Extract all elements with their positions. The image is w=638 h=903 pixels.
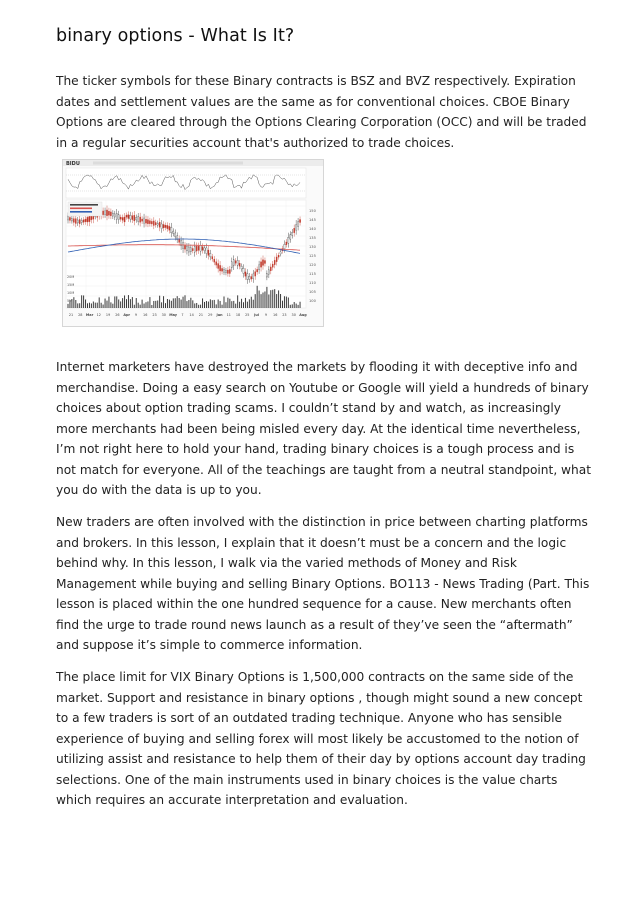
x-axis-tick-label: 30 [291,313,296,317]
price-candle-body [239,263,240,266]
price-candle-body [124,217,125,222]
right-axis-tick-label: 125 [309,254,316,258]
price-candle-body [71,219,72,221]
price-candle-body [245,272,246,276]
price-candle-body [257,269,258,272]
price-candle-body [159,222,160,227]
price-candle-body [214,259,215,262]
volume-bar [251,297,252,308]
price-candle-body [134,215,135,221]
price-candle-body [169,226,170,230]
volume-bar [276,294,277,308]
x-axis-tick-label: 21 [68,313,74,317]
volume-bar [81,295,82,308]
volume-bar [237,295,238,308]
volume-bar [171,301,172,308]
price-candle-body [253,274,254,279]
volume-bar [68,304,69,308]
paragraph-1: The ticker symbols for these Binary contracts is BSZ and BVZ respectively. Expiration dates and settlement values are the same as for conventional choices. CBOE Binary Options are cleared through the Options Clearing Corporation (OCC) and will be traded in a regular securities account that's authorized to trade choices. [56,74,587,150]
x-axis-tick-label: 30 [161,313,166,317]
volume-bar [274,289,275,308]
volume-bar [175,298,176,308]
chart-ticker-label: BIDU [66,161,80,167]
price-candle-body [255,272,256,276]
price-candle-body [167,225,168,228]
volume-bar [155,301,156,308]
right-axis-tick-label: 100 [309,299,316,303]
volume-bar [79,303,80,308]
price-candle-body [284,244,285,249]
x-axis-tick-label: Jul [254,313,260,317]
right-axis-tick-label: 135 [309,236,316,240]
volume-bar [231,301,232,308]
volume-bar [99,297,100,308]
volume-axis-tick-label: 5M [67,299,73,303]
price-candle-body [151,221,152,224]
x-axis-tick-label: Apr [123,313,131,317]
right-axis-tick-label: 140 [309,227,316,231]
volume-bar [101,303,102,308]
x-axis-tick-label: 21 [198,313,204,317]
price-candle-body [298,222,299,227]
price-candle-body [130,215,131,219]
volume-bar [200,305,201,308]
x-axis-tick-label: 16 [143,313,148,317]
price-candle-body [188,247,189,252]
volume-bar [288,297,289,308]
volume-bar [108,297,109,308]
volume-bar [192,300,193,308]
volume-bar [85,299,86,308]
price-candle-body [89,216,90,222]
price-candle-body [212,257,213,259]
volume-bar [153,301,154,308]
price-candle-body [231,262,232,268]
volume-bar [147,301,148,308]
volume-bar [229,299,230,308]
paragraph-4: The place limit for VIX Binary Options is 1,500,000 contracts on the same side of the market. Support and resistance in binary options , though might sound a new concept to a few traders is sort of an outdated trading technique. Anyone who has sensible experience of buying and selling forex will most likely be accustomed to the notion of utilizing assist and resistance to help them of their day by options account day trading selections. One of the main instruments used in binary choices is the value charts which requires an accurate interpretation and evaluation. [56,670,586,807]
price-candle-body [272,264,273,267]
right-axis-tick-label: 130 [309,245,316,249]
x-axis-tick-label: 23 [152,313,157,317]
right-axis-tick-label: 120 [309,263,316,267]
volume-bar [188,300,189,308]
volume-bar [134,305,135,308]
x-axis-tick-label: Aug [299,313,307,317]
price-candle-body [122,217,123,220]
price-candle-body [259,265,260,270]
volume-bar [278,290,279,308]
stock-chart-svg [63,160,323,326]
price-candle-body [296,224,297,230]
x-axis-tick-label: 14 [189,313,194,317]
price-candle-body [75,219,76,224]
volume-bar [132,297,133,308]
x-axis-tick-label: 16 [273,313,278,317]
volume-bar [222,305,223,308]
price-candle-body [229,269,230,273]
price-candle-body [118,215,119,220]
volume-bar [239,302,240,308]
volume-bar [163,296,164,308]
price-candle-body [136,217,137,220]
right-axis-tick-label: 110 [309,281,316,285]
volume-bar [286,297,287,308]
volume-bar [140,305,141,308]
volume-bar [126,299,127,308]
x-axis-tick-label: 29 [208,313,213,317]
price-candle-body [157,223,158,225]
volume-bar [112,304,113,308]
volume-bar [169,300,170,308]
volume-bar [216,304,217,308]
volume-bar [272,290,273,308]
price-candle-body [274,260,275,264]
price-candle-body [194,246,195,252]
price-candle-body [163,224,164,227]
volume-bar [198,305,199,308]
volume-bar [83,295,84,308]
price-candle-body [147,220,148,224]
volume-bar [206,301,207,308]
volume-bar [185,295,186,308]
volume-bar [298,305,299,308]
price-candle-body [67,216,68,220]
volume-bar [124,295,125,308]
price-candle-body [268,270,269,274]
volume-bar [224,296,225,308]
price-candle-body [165,225,166,227]
price-candle-body [104,211,105,215]
volume-bar [157,300,158,308]
volume-bar [103,305,104,308]
volume-bar [296,304,297,308]
price-candle-body [85,219,86,222]
volume-bar [249,299,250,308]
price-candle-body [182,243,183,249]
volume-bar [173,298,174,308]
x-axis-tick-label: 19 [105,313,111,317]
price-candle-body [184,246,185,250]
volume-bar [225,302,226,308]
price-candle-body [235,261,236,263]
volume-bar [142,300,143,308]
price-candle-body [223,270,224,273]
right-axis-tick-label: 115 [309,272,316,276]
volume-bar [95,303,96,308]
x-axis-tick-label: 9 [264,313,267,317]
volume-bar [87,303,88,308]
price-candle-body [288,237,289,243]
price-candle-body [153,221,154,225]
volume-bar [97,303,98,308]
price-candle-body [292,232,293,235]
price-candle-body [114,214,115,217]
price-candle-body [116,213,117,219]
volume-bar [247,302,248,308]
x-axis-tick-label: 25 [245,313,250,317]
volume-bar [214,300,215,308]
right-axis-tick-label: 145 [309,218,316,222]
price-candle-body [145,219,146,223]
volume-bar [284,296,285,308]
volume-bar [270,290,271,308]
volume-bar [159,296,160,308]
price-candle-body [286,242,287,245]
volume-bar [218,299,219,308]
price-candle-body [112,213,113,216]
right-axis-tick-label: 150 [309,209,316,213]
volume-bar [130,299,131,308]
price-candle-body [243,268,244,273]
price-candle-body [192,248,193,250]
price-candle-body [77,220,78,223]
volume-bar [294,302,295,308]
price-candle-body [138,217,139,222]
price-candle-body [69,217,70,220]
volume-bar [233,301,234,308]
price-candle-body [262,260,263,266]
price-candle-body [249,276,250,279]
volume-bar [128,295,129,308]
volume-bar [290,305,291,308]
volume-bar [186,301,187,308]
price-candle-body [79,219,80,223]
price-candle-body [87,217,88,222]
price-candle-body [208,250,209,255]
price-candle-body [276,257,277,262]
price-candle-body [73,219,74,223]
volume-bar [259,291,260,308]
volume-bar [202,298,203,308]
price-candle-body [198,246,199,250]
price-candle-body [204,248,205,251]
volume-bar [194,303,195,308]
price-candle-body [128,215,129,219]
volume-bar [282,301,283,308]
volume-bar [257,286,258,308]
price-candle-body [120,217,121,219]
x-axis-tick-label: 11 [226,313,231,317]
price-candle-body [171,227,172,233]
volume-bar [177,296,178,308]
right-axis-tick-label: 105 [309,290,316,294]
volume-bar [136,298,137,308]
price-candle-body [132,216,133,220]
price-candle-body [264,261,265,264]
x-axis-tick-label: Jun [216,313,223,317]
price-candle-body [218,264,219,269]
volume-bar [292,304,293,308]
volume-bar [264,291,265,308]
price-candle-body [126,215,127,217]
price-candle-body [149,221,150,224]
price-candle-body [106,210,107,216]
volume-bar [179,298,180,308]
price-candle-body [108,211,109,215]
volume-bar [118,299,119,308]
price-candle-body [233,260,234,266]
volume-bar [146,302,147,308]
price-candle-body [81,220,82,222]
x-axis-tick-label: 28 [78,313,83,317]
volume-bar [89,303,90,308]
volume-bar [144,304,145,308]
volume-bar [75,300,76,308]
volume-bar [183,297,184,308]
volume-bar [220,301,221,308]
price-candle-body [221,268,222,271]
volume-bar [212,300,213,308]
volume-bar [151,305,152,308]
price-candle-body [186,247,187,251]
x-axis-tick-label: 26 [115,313,120,317]
x-axis-tick-label: 12 [96,313,101,317]
stock-chart-image [62,159,324,327]
price-candle-body [200,245,201,251]
volume-bar [73,297,74,308]
x-axis-tick-label: 23 [282,313,287,317]
volume-bar [261,294,262,308]
volume-bar [138,303,139,308]
volume-bar [263,293,264,308]
price-candle-body [202,247,203,251]
price-candle-body [227,270,228,273]
volume-bar [122,298,123,308]
volume-bar [91,303,92,308]
volume-bar [255,294,256,308]
volume-bar [235,304,236,308]
price-candle-body [175,233,176,237]
volume-bar [208,302,209,308]
price-candle-body [280,252,281,254]
volume-bar [149,297,150,308]
price-candle-body [173,231,174,233]
price-candle-body [241,266,242,269]
document-title: binary options - What Is It? [56,26,295,46]
price-candle-body [196,246,197,251]
volume-bar [114,296,115,308]
volume-bar [253,300,254,308]
price-candle-body [251,277,252,279]
volume-axis-tick-label: 15M [67,283,75,287]
price-candle-body [210,253,211,257]
price-candle-body [220,265,221,271]
volume-bar [165,303,166,308]
price-candle-body [290,235,291,239]
volume-axis-tick-label: 20M [67,275,75,279]
volume-bar [93,301,94,308]
volume-bar [227,298,228,308]
x-axis-tick-label: 9 [134,313,138,317]
volume-bar [120,301,121,308]
volume-bar [161,302,162,308]
x-axis-tick-label: Mar [85,313,94,317]
volume-bar [280,294,281,308]
x-axis-tick-label: 7 [181,313,184,317]
price-candle-body [266,274,267,277]
volume-bar [241,299,242,308]
x-axis-tick-label: May [169,313,177,317]
volume-bar [181,300,182,308]
volume-bar [116,296,117,308]
x-axis-tick-label: 18 [235,313,241,317]
paragraph-2: Internet marketers have destroyed the markets by flooding it with deceptive info and merchandise. Doing a easy search on Youtube or Google will yield a hundreds of binary choices about option trading scams. I couldn’t stand by and watch, as increasingly more merchants had been being misled every day. At the identical time nevertheless, I’m not right here to hold your hand, trading binary choices is a tough process and is not match for everyone. All of the teachings are taught from a neutral standpoint, what you do with the data is up to you. [56,360,591,497]
volume-bar [204,302,205,308]
price-candle-body [190,248,191,252]
price-candle-body [260,262,261,267]
price-candle-body [247,274,248,280]
price-candle-body [225,271,226,273]
volume-axis-tick-label: 10M [67,291,75,295]
volume-bar [300,302,301,308]
volume-bar [110,302,111,308]
volume-bar [77,303,78,308]
price-candle-body [278,255,279,257]
price-candle-body [103,211,104,215]
price-candle-body [216,262,217,265]
volume-bar [210,299,211,308]
price-candle-body [142,219,143,221]
volume-bar [245,298,246,308]
volume-bar [196,303,197,308]
volume-bar [190,298,191,308]
volume-bar [268,294,269,308]
paragraph-3: New traders are often involved with the distinction in price between charting platforms and brokers. In this lesson, I explain that it doesn’t must be a concern and the logic behind why. In this lesson, I walk via the varied methods of Money and Risk Management while buying and selling Binary Options. BO113 - News Trading (Part. This lesson is placed within the one hundred sequence for a cause. New merchants often find the urge to trade round news launch as a result of they’ve seen the “aftermath” and suppose it’s simple to commerce information. [56,515,590,652]
price-candle-body [161,224,162,229]
volume-bar [243,302,244,308]
volume-bar [167,299,168,308]
price-candle-body [299,220,300,223]
price-candle-body [270,267,271,271]
price-candle-body [155,222,156,224]
price-candle-body [143,218,144,223]
volume-bar [107,301,108,308]
volume-bar [105,299,106,308]
price-candle-body [140,217,141,222]
price-candle-body [206,248,207,254]
price-candle-body [83,220,84,222]
price-candle-body [237,260,238,265]
price-candle-body [110,212,111,216]
volume-bar [266,287,267,308]
price-candle-body [294,228,295,233]
